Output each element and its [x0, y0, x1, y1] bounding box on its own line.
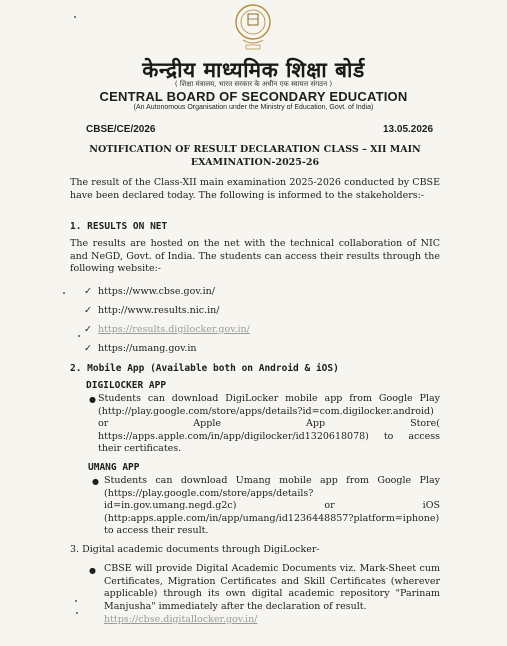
hindi-board-name: केन्द्रीय माध्यमिक शिक्षा बोर्ड [142, 58, 365, 82]
digilocker-app-title: DIGILOCKER APP [86, 380, 167, 391]
link-cbse-text: https://www.cbse.gov.in/ [98, 286, 215, 297]
scan-speck [76, 612, 78, 614]
link-nic-results-text: http://www.results.nic.in/ [98, 305, 220, 316]
check-mark-icon: ✓ [84, 305, 92, 316]
check-mark-icon: ✓ [84, 286, 92, 297]
umang-app-title: UMANG APP [88, 462, 140, 473]
link-nic-results[interactable] [84, 305, 220, 316]
notice-heading-line1: NOTIFICATION OF RESULT DECLARATION CLASS – XII MAIN [89, 144, 421, 155]
section-3-title: 3. Digital academic documents through DigiLocker- [70, 544, 320, 555]
english-board-name: CENTRAL BOARD OF SECONDARY EDUCATION [99, 89, 408, 104]
bullet-icon: ● [89, 395, 96, 404]
check-mark-icon: ✓ [84, 343, 92, 354]
scan-speck [74, 16, 76, 18]
notice-heading [60, 143, 450, 169]
reference-number: CBSE/CE/2026 [86, 124, 156, 135]
section-2-title: 2. Mobile App (Available both on Android & iOS) [70, 363, 339, 374]
bullet-icon: ● [92, 477, 99, 486]
link-umang[interactable] [84, 343, 197, 354]
scan-speck [75, 600, 77, 602]
bullet-icon: ● [89, 566, 96, 575]
notice-date: 13.05.2026 [383, 124, 434, 135]
english-board-subtitle: (An Autonomous Organisation under the Ministry of Education, Govt. of India) [133, 104, 374, 111]
link-digilocker-results-text: https://results.digilocker.gov.in/ [98, 324, 250, 335]
section-3-text: CBSE will provide Digital Academic Documents viz. Mark-Sheet cum Certificates, Migration Certificates and Skill Certificates (wherever applicable) through its own digital academic repository "Parinam Manjusha" immediately after the declaration of result. [104, 563, 440, 612]
check-mark-icon: ✓ [84, 324, 92, 335]
cbse-emblem-icon [234, 2, 272, 52]
scan-speck [63, 292, 65, 294]
umang-app-text: Students can download Umang mobile app from Google Play (https://play.google.com/store/apps/details?id=in.gov.umang.negd.g2c) or iOS (http:apps.apple.com/in/app/umang/id1236448857?platform=iphone) to access their result. [104, 475, 440, 536]
hindi-board-subtitle: ( शिक्षा मंत्रालय, भारत सरकार के अधीन एक स्वायत्त संगठन ) [174, 80, 333, 88]
link-cbse[interactable] [84, 286, 215, 297]
section-1-title: 1. RESULTS ON NET [70, 221, 168, 232]
notice-heading-line2: EXAMINATION-2025-26 [190, 157, 320, 168]
link-digilocker-results[interactable] [84, 324, 250, 335]
section-1-body: The results are hosted on the net with the technical collaboration of NIC and NeGD, Govt. of India. The students can access their results through the following website:- [70, 238, 440, 274]
link-umang-text: https://umang.gov.in [98, 343, 197, 354]
scan-speck [78, 335, 80, 337]
digilocker-app-text: Students can download DigiLocker mobile app from Google Play (http://play.google.com/store/apps/details?id=com.digilocker.android) or Apple App Store( https://apps.apple.com/in/app/digilocker/id1320618078) to access their certificates. [98, 393, 440, 454]
link-cbse-digilocker[interactable]: https://cbse.digitallocker.gov.in/ [104, 614, 258, 625]
intro-paragraph: The result of the Class-XII main examination 2025-2026 conducted by CBSE have been declared today. The following is informed to the stakeholders:- [70, 177, 440, 201]
